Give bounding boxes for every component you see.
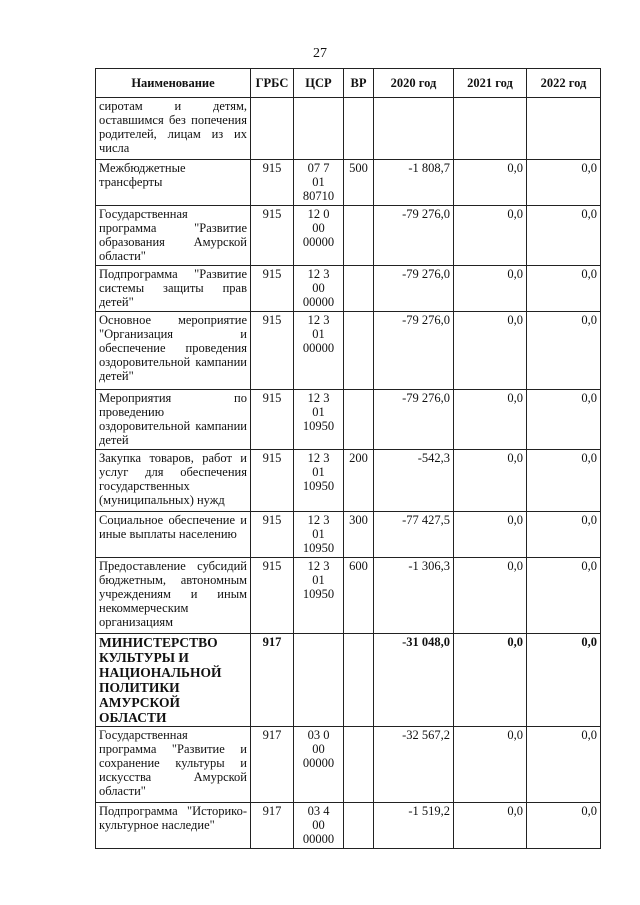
csr-segment: 12 3 (307, 391, 330, 405)
csr-segment: 00000 (302, 756, 335, 770)
cell-2022: 0,0 (527, 450, 601, 512)
header-name: Наименование (96, 69, 251, 98)
cell-csr (294, 206, 344, 266)
table-row (96, 206, 601, 266)
cell-2020: -542,3 (374, 450, 454, 512)
cell-2021: 0,0 (454, 803, 527, 849)
csr-segment: 03 4 (307, 804, 330, 818)
csr-segment: 80710 (302, 189, 335, 203)
table-row (96, 312, 601, 390)
cell-vr: 500 (344, 160, 374, 206)
cell-vr: 300 (344, 512, 374, 558)
cell-2021: 0,0 (454, 390, 527, 450)
cell-vr (344, 390, 374, 450)
csr-segment: 12 3 (307, 267, 330, 281)
cell-vr (344, 803, 374, 849)
cell-vr (344, 727, 374, 803)
cell-2021: 0,0 (454, 206, 527, 266)
table-row (96, 390, 601, 450)
page-number: 27 (313, 46, 327, 61)
csr-segment: 12 0 (307, 207, 330, 221)
cell-grbs: 915 (251, 450, 294, 512)
cell-2022: 0,0 (527, 312, 601, 390)
cell-2021: 0,0 (454, 450, 527, 512)
cell-vr (344, 206, 374, 266)
cell-2020 (374, 98, 454, 160)
cell-grbs: 915 (251, 512, 294, 558)
header-2020: 2020 год (374, 69, 454, 98)
table-header-row (96, 69, 601, 98)
csr-segment: 01 (312, 465, 325, 479)
table-row (96, 727, 601, 803)
cell-2022: 0,0 (527, 512, 601, 558)
cell-2020: -79 276,0 (374, 266, 454, 312)
cell-csr (294, 390, 344, 450)
cell-2022: 0,0 (527, 803, 601, 849)
cell-csr (294, 803, 344, 849)
cell-csr (294, 634, 344, 727)
csr-segment: 01 (312, 573, 325, 587)
cell-name: Основное мероприятие "Организация и обеспечение проведения оздоровительной кампании детей" (96, 312, 251, 390)
cell-2021: 0,0 (454, 558, 527, 634)
cell-vr (344, 98, 374, 160)
cell-2020: -1 808,7 (374, 160, 454, 206)
table-row (96, 450, 601, 512)
cell-2022: 0,0 (527, 160, 601, 206)
csr-segment: 07 7 (307, 161, 330, 175)
cell-2021: 0,0 (454, 634, 527, 727)
csr-segment: 00000 (302, 235, 335, 249)
cell-name: сиротам и детям, оставшимся без попечения родителей, лицам из их числа (96, 98, 251, 160)
cell-2021: 0,0 (454, 512, 527, 558)
cell-2020: -77 427,5 (374, 512, 454, 558)
table-row (96, 803, 601, 849)
header-grbs: ГРБС (251, 69, 294, 98)
cell-name: Закупка товаров, работ и услуг для обеспечения государственных (муниципальных) нужд (96, 450, 251, 512)
table-row (96, 558, 601, 634)
cell-csr (294, 312, 344, 390)
cell-grbs: 917 (251, 803, 294, 849)
cell-grbs: 917 (251, 727, 294, 803)
cell-vr (344, 266, 374, 312)
cell-name: Мероприятия по проведению оздоровительной кампании детей (96, 390, 251, 450)
cell-csr (294, 558, 344, 634)
cell-vr (344, 312, 374, 390)
table-row (96, 266, 601, 312)
csr-segment: 10950 (302, 479, 335, 493)
csr-segment: 00 (312, 281, 325, 295)
csr-segment: 01 (312, 405, 325, 419)
cell-2022: 0,0 (527, 558, 601, 634)
cell-vr: 600 (344, 558, 374, 634)
cell-2020: -31 048,0 (374, 634, 454, 727)
csr-segment: 01 (312, 527, 325, 541)
cell-grbs (251, 98, 294, 160)
cell-name: Социальное обеспечение и иные выплаты населению (96, 512, 251, 558)
cell-grbs: 915 (251, 558, 294, 634)
cell-2021: 0,0 (454, 266, 527, 312)
table-row (96, 634, 601, 727)
csr-segment: 10950 (302, 419, 335, 433)
csr-segment: 12 3 (307, 513, 330, 527)
csr-segment: 12 3 (307, 313, 330, 327)
cell-grbs: 915 (251, 160, 294, 206)
csr-segment: 10950 (302, 541, 335, 555)
cell-csr (294, 98, 344, 160)
csr-segment: 00000 (302, 832, 335, 846)
cell-name: Подпрограмма "Развитие системы защиты прав детей" (96, 266, 251, 312)
cell-2020: -32 567,2 (374, 727, 454, 803)
cell-2020: -1 306,3 (374, 558, 454, 634)
header-csr: ЦСР (294, 69, 344, 98)
cell-vr (344, 634, 374, 727)
cell-2020: -1 519,2 (374, 803, 454, 849)
csr-segment: 12 3 (307, 559, 330, 573)
cell-name: Государственная программа "Развитие образования Амурской области" (96, 206, 251, 266)
table-row (96, 512, 601, 558)
csr-segment: 12 3 (307, 451, 330, 465)
cell-2022: 0,0 (527, 634, 601, 727)
cell-name: Предоставление субсидий бюджетным, автономным учреждениям и иным некоммерческим организациям (96, 558, 251, 634)
csr-segment: 10950 (302, 587, 335, 601)
cell-grbs: 915 (251, 312, 294, 390)
cell-2021: 0,0 (454, 312, 527, 390)
cell-2021 (454, 98, 527, 160)
cell-2021: 0,0 (454, 727, 527, 803)
cell-grbs: 917 (251, 634, 294, 727)
csr-segment: 00 (312, 742, 325, 756)
csr-segment: 00 (312, 221, 325, 235)
cell-2022 (527, 98, 601, 160)
cell-2020: -79 276,0 (374, 206, 454, 266)
csr-segment: 00000 (302, 341, 335, 355)
cell-name: Государственная программа "Развитие и сохранение культуры и искусства Амурской области" (96, 727, 251, 803)
cell-name: МИНИСТЕРСТВО КУЛЬТУРЫ И НАЦИОНАЛЬНОЙ ПОЛИТИКИ АМУРСКОЙ ОБЛАСТИ (96, 634, 251, 727)
csr-segment: 01 (312, 175, 325, 189)
cell-csr (294, 450, 344, 512)
cell-name: Подпрограмма "Историко-культурное наследие" (96, 803, 251, 849)
cell-2022: 0,0 (527, 390, 601, 450)
cell-2020: -79 276,0 (374, 312, 454, 390)
cell-csr (294, 266, 344, 312)
cell-csr (294, 160, 344, 206)
cell-grbs: 915 (251, 266, 294, 312)
table-row (96, 98, 601, 160)
csr-segment: 03 0 (307, 728, 330, 742)
header-2022: 2022 год (527, 69, 601, 98)
cell-vr: 200 (344, 450, 374, 512)
cell-csr (294, 512, 344, 558)
cell-2020: -79 276,0 (374, 390, 454, 450)
header-2021: 2021 год (454, 69, 527, 98)
cell-csr (294, 727, 344, 803)
cell-grbs: 915 (251, 390, 294, 450)
cell-2021: 0,0 (454, 160, 527, 206)
cell-name: Межбюджетные трансферты (96, 160, 251, 206)
csr-segment: 00 (312, 818, 325, 832)
cell-2022: 0,0 (527, 266, 601, 312)
header-vr: ВР (344, 69, 374, 98)
cell-2022: 0,0 (527, 206, 601, 266)
csr-segment: 00000 (302, 295, 335, 309)
table-body (96, 98, 601, 849)
csr-segment: 01 (312, 327, 325, 341)
cell-grbs: 915 (251, 206, 294, 266)
budget-table (95, 68, 601, 849)
table-row (96, 160, 601, 206)
cell-2022: 0,0 (527, 727, 601, 803)
